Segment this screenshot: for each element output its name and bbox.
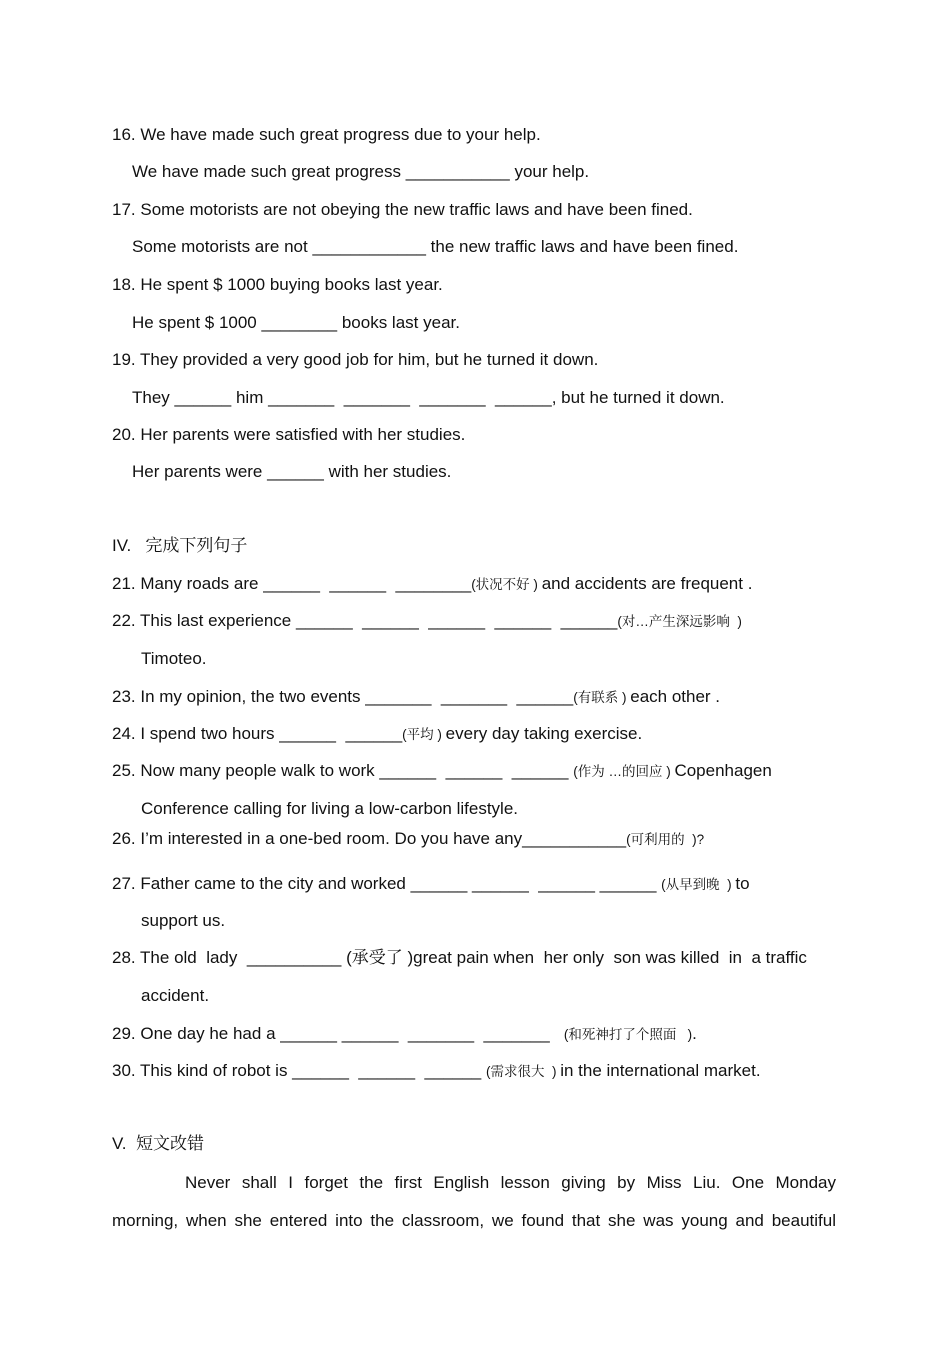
q27-hint: (从早到晚 ) xyxy=(661,877,736,892)
q29-hint: (和死神打了个照面 ) xyxy=(563,1027,693,1042)
q27 xyxy=(112,874,750,895)
q18-original: 18. He spent $ 1000 buying books last year. xyxy=(112,275,443,294)
q22-text: 22. This last experience ______ ______ ______ ______ ______ xyxy=(112,611,618,630)
q24-text: 24. I spend two hours ______ ______ xyxy=(112,724,403,743)
q25-text: 25. Now many people walk to work ______ ______ ______ xyxy=(112,761,574,780)
q21-tail: and accidents are frequent . xyxy=(541,574,753,593)
q23-text: 23. In my opinion, the two events _______ _______ ______ xyxy=(112,687,574,706)
q30-tail: in the international market. xyxy=(560,1061,761,1080)
q24 xyxy=(112,724,642,745)
q16-rewrite: We have made such great progress ___________ your help. xyxy=(132,162,590,181)
q18-rewrite: He spent $ 1000 ________ books last year. xyxy=(132,313,460,332)
q20-original: 20. Her parents were satisfied with her studies. xyxy=(112,425,466,444)
q28: 28. The old lady __________ (承受了 )great pain when her only son was killed in a traffic xyxy=(112,948,807,967)
q16-original: 16. We have made such great progress due to your help. xyxy=(112,125,541,144)
q28-cont: accident. xyxy=(141,986,210,1005)
q22 xyxy=(112,611,742,632)
q30 xyxy=(112,1061,761,1082)
section4-heading: IV. 完成下列句子 xyxy=(112,536,248,555)
q22-cont: Timoteo. xyxy=(141,649,207,668)
q27-tail: to xyxy=(735,874,750,893)
q17-original: 17. Some motorists are not obeying the new traffic laws and have been fined. xyxy=(112,200,693,219)
q25-tail: Copenhagen xyxy=(674,761,772,780)
q23 xyxy=(112,687,720,708)
q26-text: 26. I’m interested in a one-bed room. Do you have any___________ xyxy=(112,829,627,848)
q25 xyxy=(112,761,772,782)
passage-line-2: morning, when she entered into the classroom, we found that she was young and beautiful xyxy=(112,1211,836,1230)
q26-hint: (可利用的 )? xyxy=(626,832,705,847)
section5-heading: V. 短文改错 xyxy=(112,1134,204,1153)
q26 xyxy=(112,829,704,850)
q24-tail: every day taking exercise. xyxy=(445,724,643,743)
q20-rewrite: Her parents were ______ with her studies. xyxy=(132,462,452,481)
q17-rewrite: Some motorists are not ____________ the new traffic laws and have been fined. xyxy=(132,237,739,256)
q23-tail: each other . xyxy=(630,687,721,706)
q19-original: 19. They provided a very good job for him, but he turned it down. xyxy=(112,350,599,369)
q21-hint: (状况不好 ) xyxy=(471,577,542,592)
q29-tail: . xyxy=(692,1024,697,1043)
q25-cont: Conference calling for living a low-carbon lifestyle. xyxy=(141,799,519,818)
q23-hint: (有联系 ) xyxy=(573,690,631,705)
q27-cont: support us. xyxy=(141,911,226,930)
q24-hint: (平均 ) xyxy=(402,727,446,742)
passage-line-1: Never shall I forget the first English lesson giving by Miss Liu. One Monday xyxy=(185,1173,836,1192)
q29-text: 29. One day he had a ______ ______ _______ _______ xyxy=(112,1024,564,1043)
q27-text: 27. Father came to the city and worked ______ ______ ______ ______ xyxy=(112,874,662,893)
q19-rewrite: They ______ him _______ _______ _______ ______, but he turned it down. xyxy=(132,388,725,407)
q30-hint: (需求很大 ) xyxy=(485,1064,561,1079)
q21 xyxy=(112,574,752,595)
q25-hint: (作为 …的回应 ) xyxy=(573,764,675,779)
q30-text: 30. This kind of robot is ______ ______ ______ xyxy=(112,1061,486,1080)
q29 xyxy=(112,1024,697,1045)
q22-hint: (对…产生深远影响 ) xyxy=(617,614,742,629)
q21-text: 21. Many roads are ______ ______ ________ xyxy=(112,574,472,593)
